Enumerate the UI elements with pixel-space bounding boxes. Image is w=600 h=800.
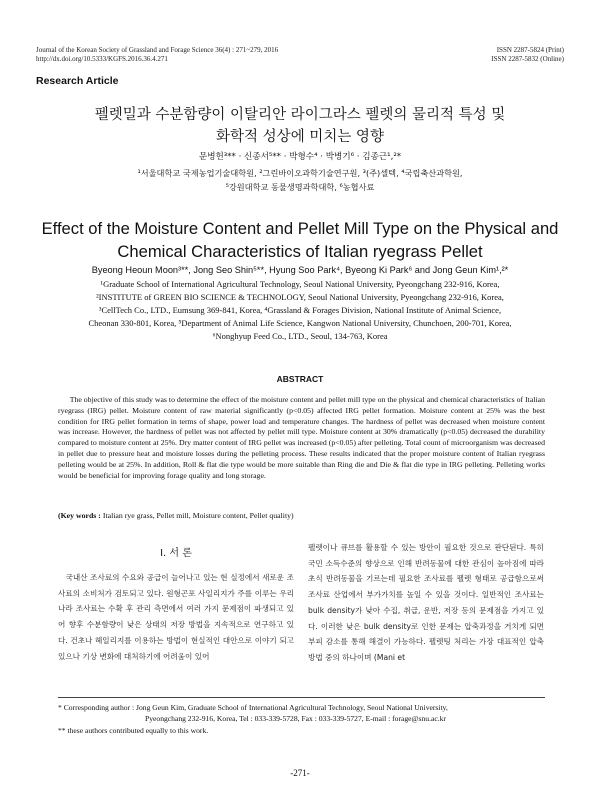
article-type: Research Article [36,75,119,87]
intro-left-column: 국내산 조사료의 수요와 공급이 늘어나고 있는 현 실정에서 새로운 조사료의 소비처가 검토되고 있다. 원형곤포 사일리지가 주를 이루는 우리나라 조사료는 수확 후 관리 측면에서 여러 가지 문제점이 파생되고 있어 향후 수분함량이 낮은 상태의 저장 방법을 지속적으로 연구하고 있다. 건초나 헤일리지를 이용하는 방법이 현실적인 대안으로 이야기 되고 있으나 기상 변화에 대처하기에 어려움이 있어 [58,573,294,661]
korean-affiliations-line-1: ¹서울대학교 국제농업기술대학원, ²그린바이오과학기술연구원, ³(주)셀텍, ⁴국립축산과학원, [137,168,463,178]
equal-contribution-note: ** these authors contributed equally to this work. [58,726,209,735]
intro-right-column: 펠렛이나 큐브를 활용할 수 있는 방안이 필요한 것으로 판단된다. 특히 국민 소득수준의 향상으로 인해 반려동물에 대한 관심이 높아짐에 따라 초식 반려동물을 기르는데 필요한 조사료를 펠렛 형태로 공급함으로써 조사료 산업에서 부가가치를 높일 수 있을 것이다. 일반적인 조사료는 bulk density가 낮아 수집, 취급, 운반, 저장 등의 문제점을 가지고 있다. 이러한 낮은 bulk density로 인한 문제는 압축과정을 거치게 되면 부피 감소를 통해 해결이 가능하다. 펠렛팅 처리는 가장 대표적인 압축방법 중의 하나이며 (Mani et [308,543,544,662]
corresponding-author-line-2: Pyeongchang 232-916, Korea, Tel : 033-339-5728, Fax : 033-339-5727, E-mail : forage@snu.ac.kr [145,714,446,723]
english-authors: Byeong Heoun Moon³**, Jong Seo Shin⁵**, Hyung Soo Park⁴, Byeong Ki Park⁶ and Jong Geun Kim¹,²* [91,265,509,275]
journal-citation: Journal of the Korean Society of Grassland and Forage Science 36(4) : 271~279, 2016 [36,46,279,54]
footnote-divider [58,697,545,698]
korean-affiliations-line-2: ⁵강원대학교 동물생명과학대학, ⁶농협사료 [225,182,375,192]
korean-title-line-1: 펠렛밀과 수분함량이 이탈리안 라이그라스 펠렛의 물리적 특성 및 [94,107,506,123]
corresponding-author-line-1: * Corresponding author : Jong Geun Kim, Graduate School of International Agricultural Technology, Seoul National University, [58,703,448,712]
issn-online: ISSN 2287-5832 (Online) [491,55,564,63]
english-affiliation-5: ⁶Nonghyup Feed Co., LTD., Seoul, 134-763, Korea [212,331,388,341]
korean-title-line-2: 화학적 성상에 미치는 영향 [216,129,384,145]
english-title-line-1: Effect of the Moisture Content and Pellet Mill Type on the Physical and [41,219,559,238]
korean-authors: 문병헌³** · 신종서⁵** · 박형수⁴ · 박병기⁶ · 김종근¹,²* [198,152,402,162]
abstract-text: The objective of this study was to determine the effect of the moisture content and pellet mill type on the physical and chemical characteristics of Italian ryegrass (IRG) pellet. Moisture content of raw material significantly (p<0.05) affected IRG pellet formation. Moisture content at 25% was the best condition for IRG pellet formation in terms of shape, power load and temperature changes. The hardness of pellet was decreased when moisture content was increase. However, the hardness of pellet was not affected by pellet mill type. Moisture content at 30% dramatically (p<0.05) decreased the durability compared to moisture content at 25%. Dry matter content of IRG pellet was increased (p<0.05) after pelleting. Total count of microorganism was decreased in pellet due to pressure heat and moisture losses during the pelleting process. These results indicated that the proper moisture content of Italian ryegrass pelleting would be at 25%. In addition, Roll & flat die type would be more suitable than Ring die and Die & flat die type in IRG pelleting. Pelleting works would be beneficial for improving forage quality and long storage. [58,395,545,480]
english-affiliation-1: ¹Graduate School of International Agricultural Technology, Seoul National University, Pyeongchang 232-916, Korea, [100,279,500,289]
abstract-heading: ABSTRACT [276,374,324,384]
keywords-label: (Key words : [58,511,101,520]
page-number: -271- [290,768,310,778]
keywords [58,510,545,521]
english-affiliation-4: Cheonan 330-801, Korea, ⁵Department of Animal Life Science, Kangwon National University, Chunchoen, 200-701, Korea, [88,318,512,328]
section-heading-introduction: Ⅰ. 서 론 [160,548,192,559]
keywords-list: Italian rye grass, Pellet mill, Moisture content, Pellet quality) [102,511,294,520]
english-affiliation-3: ³CellTech Co., LTD., Eumsung 369-841, Korea, ⁴Grassland & Forages Division, National Institute of Animal Science, [98,305,502,315]
english-title-line-2: Chemical Characteristics of Italian ryegrass Pellet [117,242,483,261]
doi-link[interactable]: http://dx.doi.org/10.5333/KGFS.2016.36.4.271 [36,55,168,63]
english-affiliation-2: ²INSTITUTE of GREEN BIO SCIENCE & TECHNOLOGY, Seoul National University, Pyeongchang 232-916, Korea, [96,292,504,302]
issn-print: ISSN 2287-5824 (Print) [496,46,564,54]
